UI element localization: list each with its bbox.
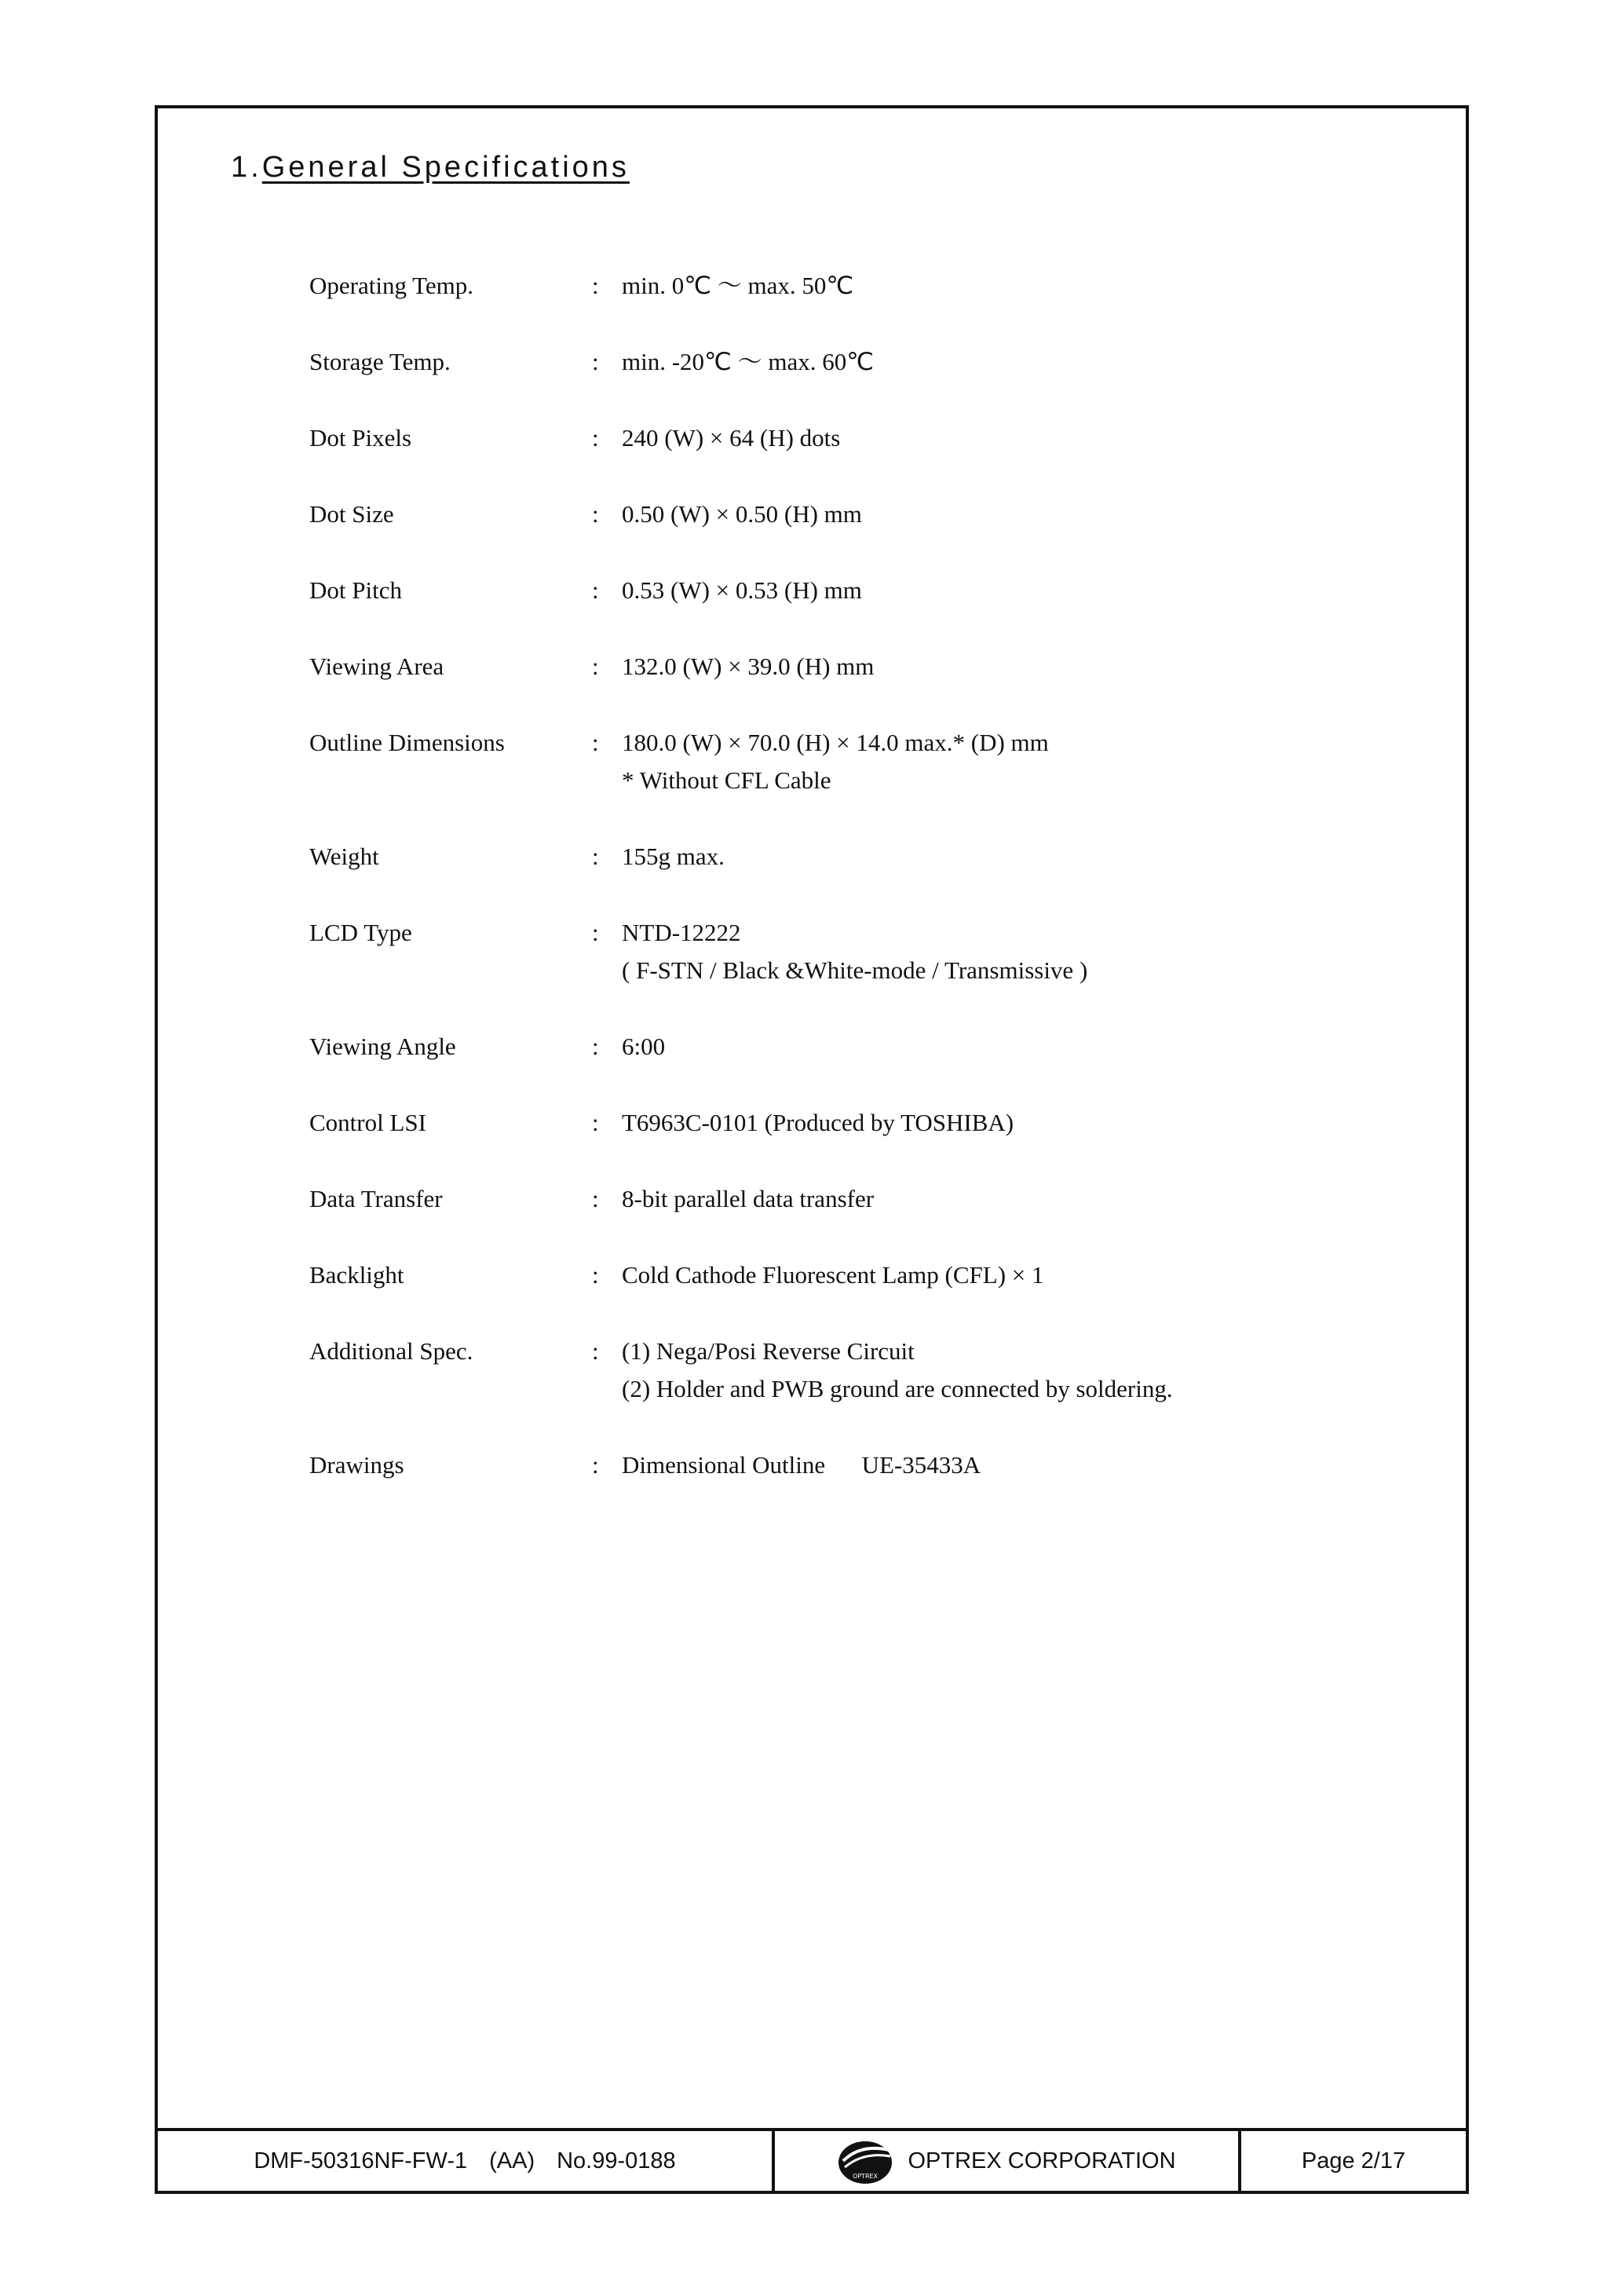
spec-value-line: ( F-STN / Black &White-mode / Transmissive )	[622, 956, 1088, 984]
spec-value-line: 180.0 (W) × 70.0 (H) × 14.0 max.* (D) mm	[622, 729, 1049, 756]
spec-value	[622, 1028, 1440, 1066]
spec-value	[622, 267, 1440, 305]
footer-doc-info	[158, 2131, 775, 2191]
spec-row	[309, 648, 1440, 686]
svg-text:OPTREX: OPTREX	[853, 2173, 879, 2180]
footer	[155, 2128, 1469, 2194]
footer-doc-code: DMF-50316NF-FW-1	[254, 2148, 468, 2174]
spec-value	[622, 648, 1440, 686]
spec-label: Viewing Area	[309, 653, 444, 680]
spec-row	[309, 1180, 1440, 1218]
spec-label: Backlight	[309, 1261, 404, 1289]
section-title: General Specifications	[261, 151, 630, 184]
spec-label: Dot Size	[309, 500, 394, 528]
spec-label: Viewing Angle	[309, 1033, 456, 1060]
spec-value	[622, 343, 1440, 381]
spec-value	[622, 914, 1440, 989]
footer-revision: (AA)	[489, 2148, 535, 2174]
spec-colon: :	[592, 576, 599, 604]
spec-colon: :	[592, 424, 599, 452]
spec-value-line: 132.0 (W) × 39.0 (H) mm	[622, 653, 875, 680]
spec-value	[622, 1256, 1440, 1294]
spec-colon: :	[592, 500, 599, 528]
spec-colon: :	[592, 653, 599, 680]
footer-company-name: OPTREX CORPORATION	[908, 2148, 1176, 2174]
spec-value	[622, 838, 1440, 876]
spec-value	[622, 419, 1440, 457]
spec-colon: :	[592, 272, 599, 299]
spec-value	[622, 1446, 1440, 1484]
spec-row	[309, 724, 1440, 799]
footer-page-number: Page 2/17	[1301, 2148, 1406, 2174]
spec-value-line: Cold Cathode Fluorescent Lamp (CFL) × 1	[622, 1261, 1044, 1289]
spec-row	[309, 838, 1440, 876]
spec-value-line: 0.53 (W) × 0.53 (H) mm	[622, 576, 862, 604]
spec-list	[309, 267, 1440, 1523]
spec-value	[622, 1333, 1440, 1408]
spec-value-line: * Without CFL Cable	[622, 766, 831, 794]
optrex-logo-icon	[837, 2137, 893, 2184]
spec-colon: :	[592, 1451, 599, 1479]
spec-label: Dot Pixels	[309, 424, 412, 452]
spec-value	[622, 1104, 1440, 1142]
section-number: 1.	[231, 151, 262, 184]
spec-row	[309, 914, 1440, 989]
spec-label: Control LSI	[309, 1109, 426, 1136]
spec-label: Dot Pitch	[309, 576, 402, 604]
spec-label: Storage Temp.	[309, 348, 451, 375]
spec-row	[309, 1333, 1440, 1408]
spec-colon: :	[592, 729, 599, 756]
spec-row	[309, 572, 1440, 609]
spec-value-line: 155g max.	[622, 843, 725, 870]
spec-value-line: Dimensional Outline UE-35433A	[622, 1451, 981, 1479]
spec-row	[309, 419, 1440, 457]
spec-value-line: min. 0℃ ～ max. 50℃	[622, 272, 854, 299]
spec-value	[622, 724, 1440, 799]
spec-label: Data Transfer	[309, 1185, 443, 1212]
spec-label: Operating Temp.	[309, 272, 474, 299]
spec-colon: :	[592, 919, 599, 946]
spec-value-line: min. -20℃ ～ max. 60℃	[622, 348, 875, 375]
spec-colon: :	[592, 348, 599, 375]
spec-value-line: 0.50 (W) × 0.50 (H) mm	[622, 500, 862, 528]
footer-doc-no: No.99-0188	[557, 2148, 676, 2174]
spec-colon: :	[592, 1109, 599, 1136]
spec-label: Additional Spec.	[309, 1337, 473, 1365]
spec-row	[309, 1028, 1440, 1066]
spec-row	[309, 1446, 1440, 1484]
footer-company	[775, 2131, 1241, 2191]
spec-row	[309, 267, 1440, 305]
spec-value-line: 240 (W) × 64 (H) dots	[622, 424, 841, 452]
spec-value-line: NTD-12222	[622, 919, 741, 946]
spec-row	[309, 495, 1440, 533]
spec-row	[309, 1256, 1440, 1294]
spec-value	[622, 495, 1440, 533]
section-heading	[231, 151, 630, 185]
spec-colon: :	[592, 1337, 599, 1365]
spec-label: Drawings	[309, 1451, 404, 1479]
spec-value-line: 8-bit parallel data transfer	[622, 1185, 875, 1212]
spec-row	[309, 343, 1440, 381]
spec-value-line: T6963C-0101 (Produced by TOSHIBA)	[622, 1109, 1014, 1136]
spec-colon: :	[592, 843, 599, 870]
spec-label: Weight	[309, 843, 379, 870]
spec-value-line: (2) Holder and PWB ground are connected by soldering.	[622, 1375, 1173, 1402]
spec-label: Outline Dimensions	[309, 729, 505, 756]
spec-row	[309, 1104, 1440, 1142]
spec-value-line: (1) Nega/Posi Reverse Circuit	[622, 1337, 915, 1365]
spec-value	[622, 1180, 1440, 1218]
spec-label: LCD Type	[309, 919, 412, 946]
spec-colon: :	[592, 1261, 599, 1289]
spec-colon: :	[592, 1033, 599, 1060]
spec-colon: :	[592, 1185, 599, 1212]
spec-value-line: 6:00	[622, 1033, 666, 1060]
spec-value	[622, 572, 1440, 609]
